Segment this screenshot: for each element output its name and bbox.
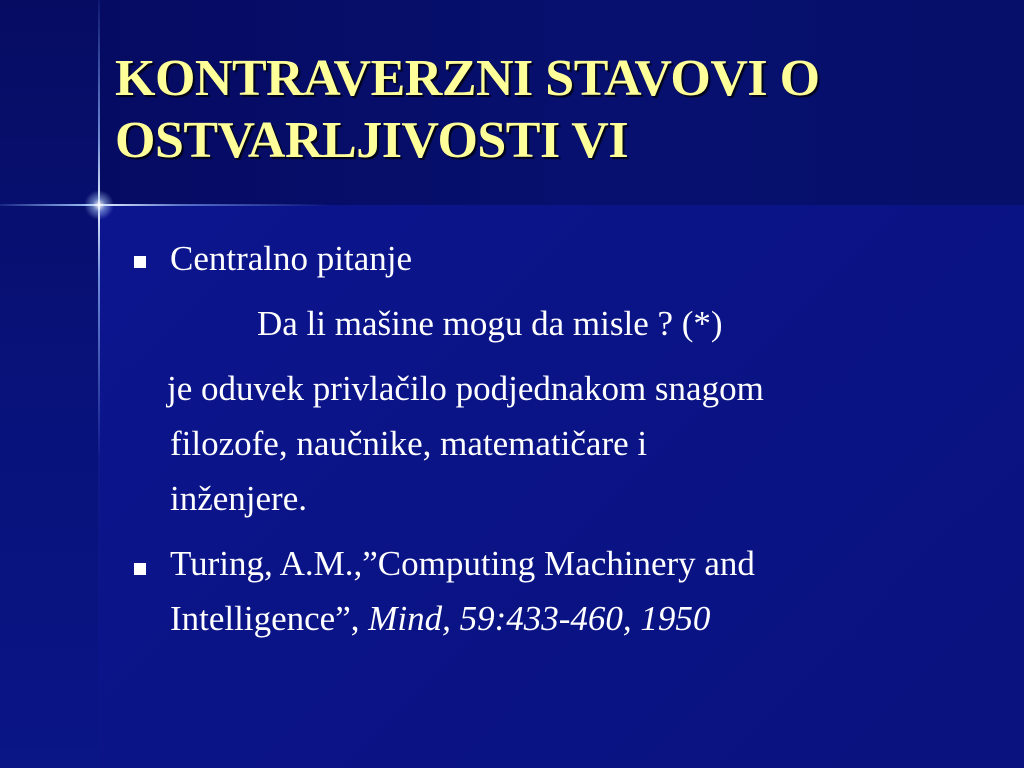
bullet-square-icon — [134, 256, 146, 268]
question-text: Da li mašine mogu da misle ? (*) — [257, 304, 723, 343]
paragraph-line-3: inženjere. — [170, 479, 307, 518]
slide-title — [115, 48, 995, 172]
sparkle-icon — [84, 190, 114, 220]
paragraph-line-2: filozofe, naučnike, matematičare i — [170, 424, 648, 463]
reference-citation: Mind, 59:433-460, 1950 — [368, 599, 711, 638]
reference-line-1: Turing, A.M.,”Computing Machinery and — [170, 544, 755, 583]
paragraph-line-1: je oduvek privlačilo podjednakom snagom — [167, 369, 764, 408]
reference-line-2 — [170, 593, 710, 645]
title-line-1: KONTRAVERZNI STAVOVI O — [115, 50, 820, 107]
title-line-2: OSTVARLJIVOSTI VI — [115, 112, 629, 169]
horizontal-glow-line — [0, 204, 330, 206]
bullet-square-icon — [134, 563, 146, 575]
vertical-glow-line — [98, 0, 100, 768]
left-strip — [0, 0, 99, 768]
bullet-1-heading: Centralno pitanje — [170, 239, 413, 278]
reference-plain-text: Intelligence”, — [170, 599, 369, 638]
